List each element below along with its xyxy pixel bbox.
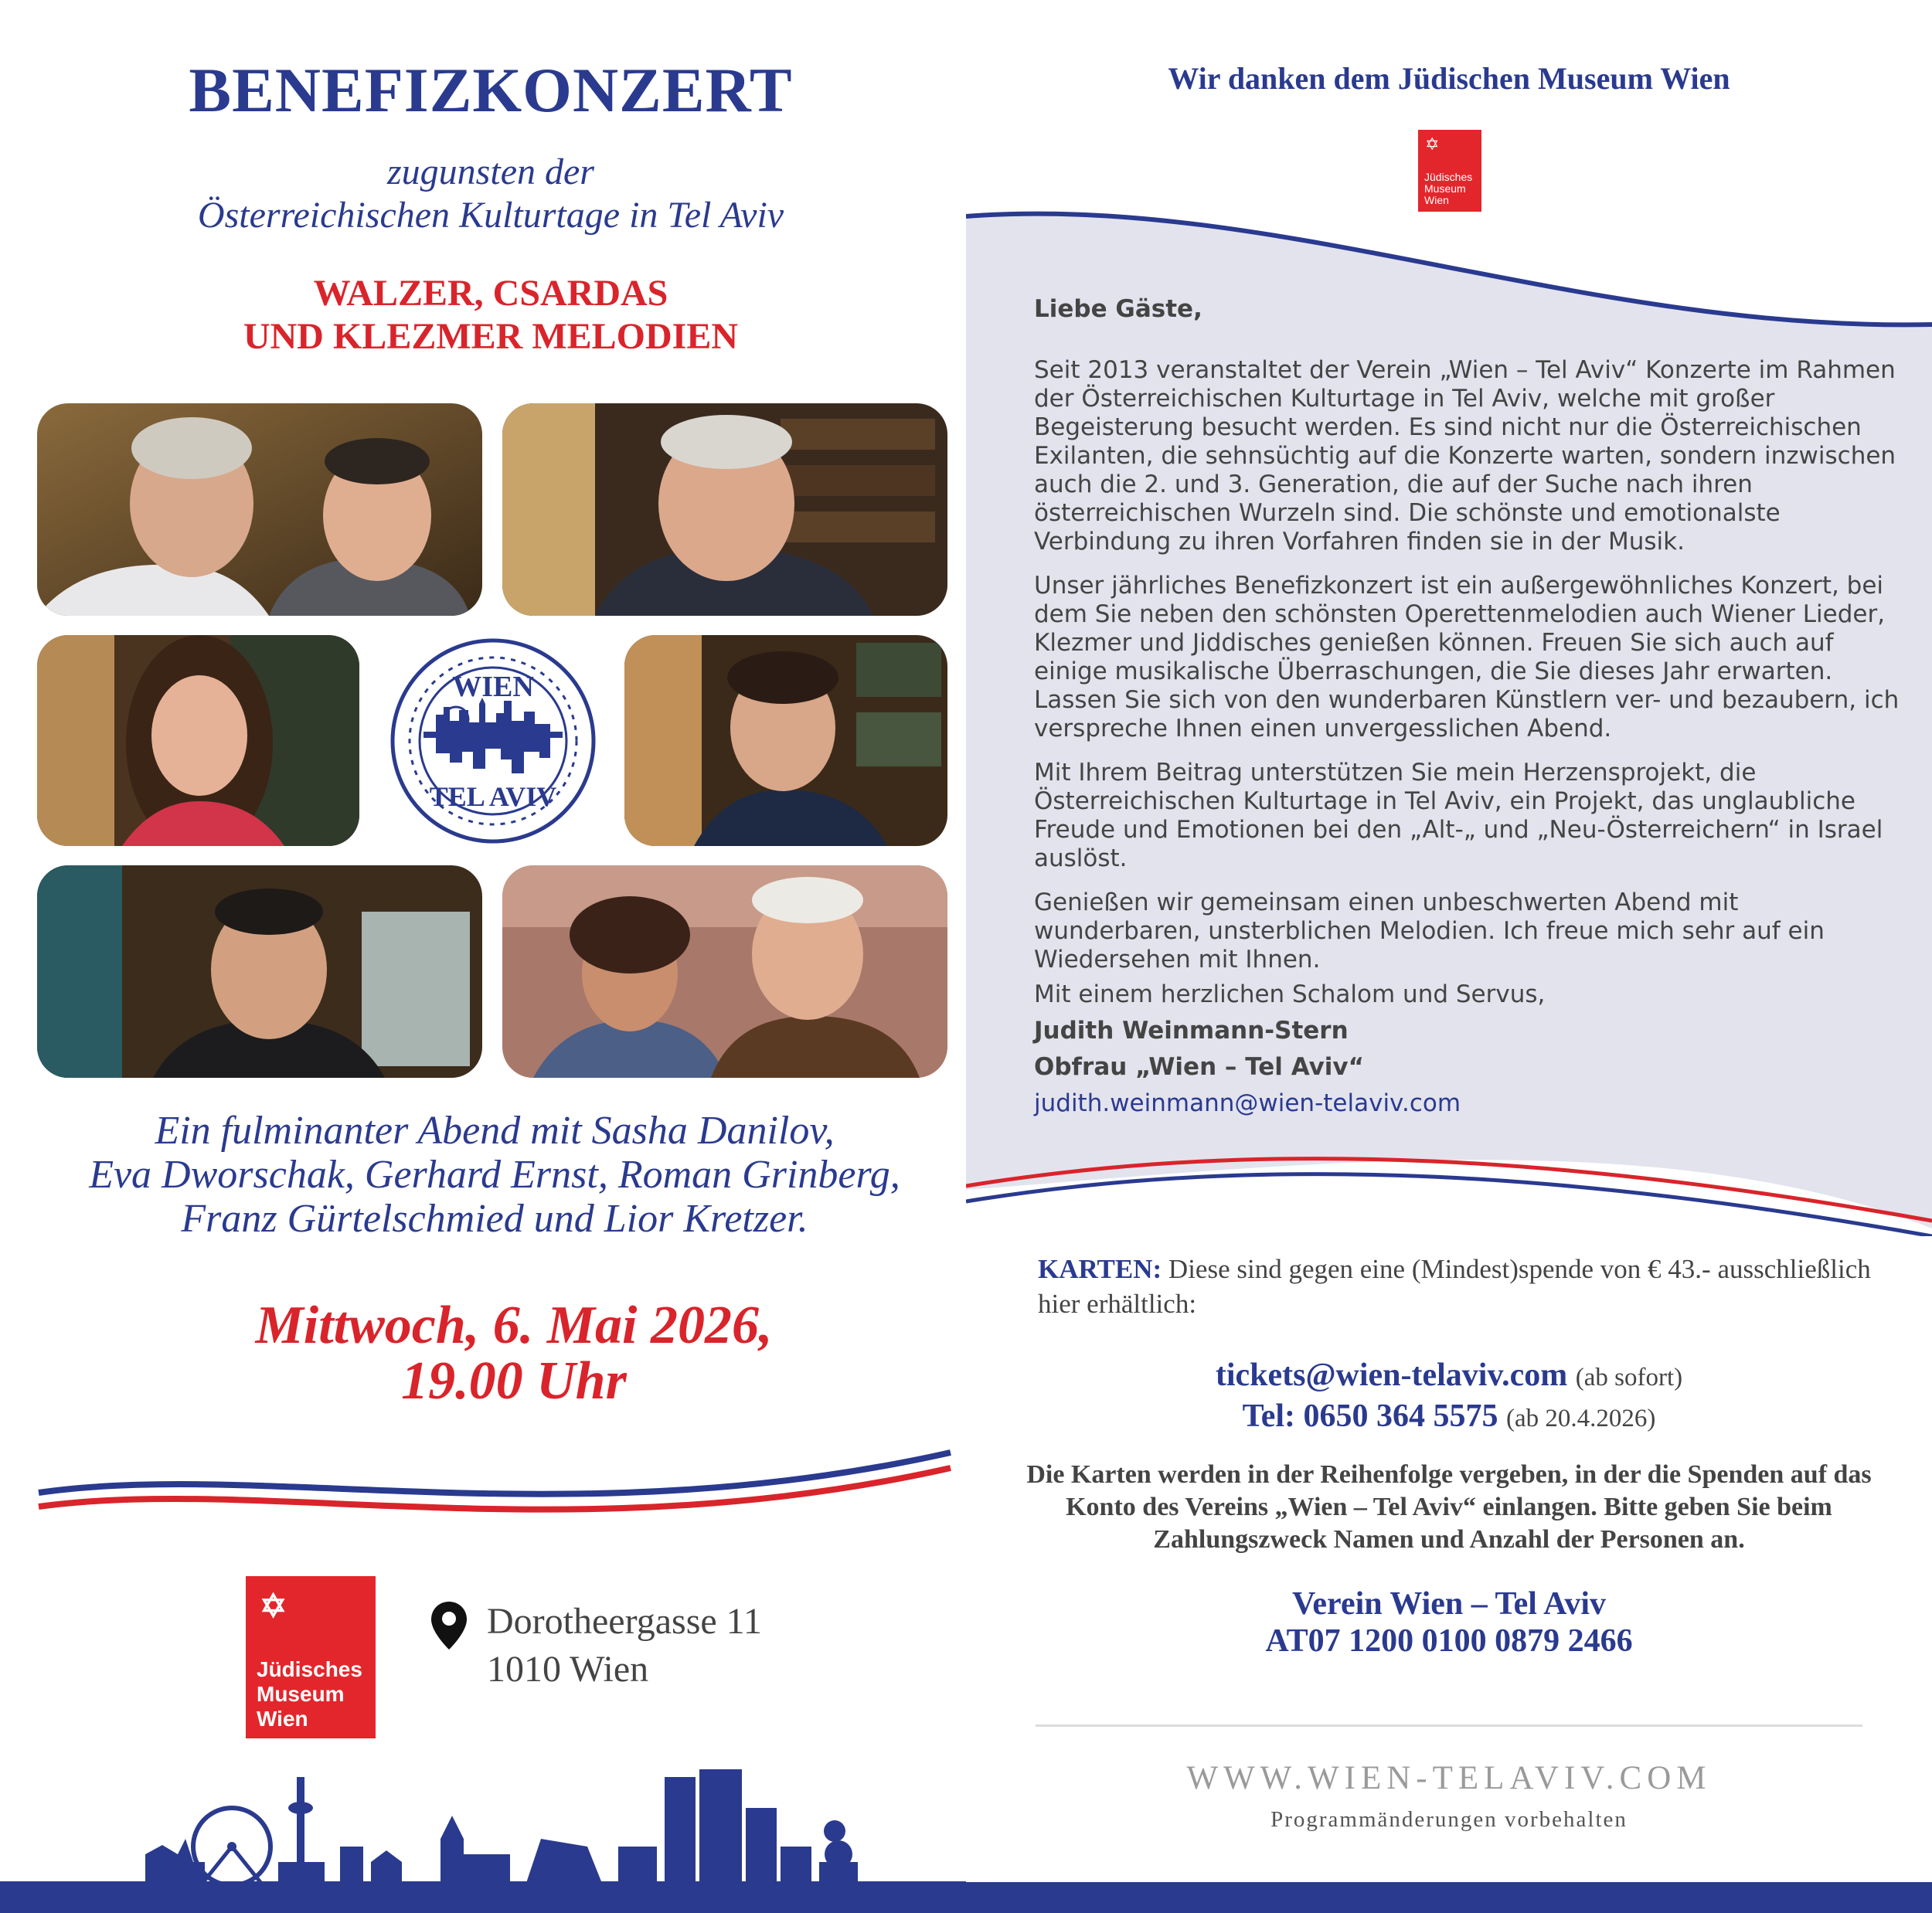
wave-divider-left xyxy=(31,1445,958,1553)
letter-paragraph-1: Seit 2013 veranstaltet der Verein „Wien – Tel Aviv“ Konzerte im Rahmen der Österreichischen Kulturtage in Tel Aviv, welche mit großer Begeisterung besucht werden. Es sind nicht nur die Österreichischen Exilanten, die sehnsüchtig auf die Konzerte warten, sondern inzwischen auch die 2. und 3. Generation, die auf der Suche nach ihren österreichischen Wurzeln sind. Die schönste und emotionalste Verbindung zu ihren Vorfahren finden sie in der Musik. xyxy=(1034,356,1896,556)
tickets-phone-link[interactable]: Tel: 0650 364 5575 xyxy=(1242,1398,1498,1434)
performers-line-3: Franz Gürtelschmied und Lior Kretzer. xyxy=(181,1197,808,1241)
tickets-info xyxy=(1038,1252,1888,1321)
juedisches-museum-logo xyxy=(246,1576,376,1738)
tickets-label: KARTEN: xyxy=(1038,1254,1162,1284)
concert-subtitle xyxy=(0,151,981,237)
tickets-text: Diese sind gegen eine (Mindest)spende von € 43.- ausschließlich hier erhältlich: xyxy=(1038,1254,1871,1319)
letter-email-link[interactable]: judith.weinmann@wien-telaviv.com xyxy=(1034,1089,1461,1117)
address-street: Dorotheergasse 11 xyxy=(487,1601,762,1642)
performers-line-2: Eva Dworschak, Gerhard Ernst, Roman Grinberg, xyxy=(89,1153,900,1197)
wien-telaviv-stamp xyxy=(388,636,598,846)
subtitle-line-1: zugunsten der xyxy=(387,151,594,192)
juedisches-museum-logo-small xyxy=(1418,130,1481,212)
ticket-contacts xyxy=(966,1356,1932,1438)
ticket-process-text: Die Karten werden in der Reihenfolge vergeben, in der die Spenden auf das Konto des Vereins „Wien – Tel Aviv“ einlangen. Bitte geben Sie beim Zahlungszweck Namen und Anzahl der Personen an. xyxy=(1026,1460,1872,1554)
letter-closing: Mit einem herzlichen Schalom und Servus, xyxy=(1034,980,1546,1008)
performers-text xyxy=(31,1109,958,1241)
event-datetime xyxy=(0,1298,1028,1409)
tickets-phone-note: (ab 20.4.2026) xyxy=(1506,1405,1656,1432)
letter-signer: Judith Weinmann-Stern xyxy=(1034,1017,1349,1045)
bottom-band xyxy=(0,1882,1932,1913)
stamp-text-wien: WIEN xyxy=(452,671,534,703)
star-of-david-icon: ✡ xyxy=(260,1588,287,1624)
stamp-text-telaviv: TEL AVIV xyxy=(429,781,557,812)
welcome-letter xyxy=(1034,295,1907,1126)
program-disclaimer: Programmänderungen vorbehalten xyxy=(1270,1807,1628,1832)
bank-details xyxy=(966,1585,1932,1660)
photo-couple xyxy=(502,865,947,1078)
bank-iban: AT07 1200 0100 0879 2466 xyxy=(1265,1623,1633,1659)
photo-young-man-suit xyxy=(624,635,947,846)
website-link[interactable]: WWW.WIEN-TELAVIV.COM xyxy=(1186,1760,1712,1796)
tickets-email-note: (ab sofort) xyxy=(1575,1364,1683,1391)
performers-line-1: Ein fulminanter Abend mit Sasha Danilov, xyxy=(155,1109,835,1153)
venue-address xyxy=(487,1598,762,1694)
address-city: 1010 Wien xyxy=(487,1649,649,1690)
footer-divider xyxy=(1036,1724,1862,1727)
photo-man-bookshelf xyxy=(37,865,482,1078)
program-line-1: WALZER, CSARDAS xyxy=(313,273,668,314)
thanks-heading: Wir danken dem Jüdischen Museum Wien xyxy=(1168,61,1730,96)
letter-paragraph-2: Unser jährliches Benefizkonzert ist ein außergewöhnliches Konzert, bei dem Sie neben den schönsten Operettenmelodien auch Wiener Lieder, Klezmer und Jiddisches genießen können. Freuen Sie sich auch auf einige musikalische Überraschungen, die Sie dieses Jahr erwarten. Lassen Sie sich von den wunderbaren Künstlern ver- und bezaubern, ich verspreche Ihnen einen unvergesslichen Abend. xyxy=(1034,572,1900,742)
logo-small-line-2: Museum xyxy=(1424,182,1466,195)
logo-small-line-1: Jüdisches xyxy=(1424,171,1473,183)
bank-account-name: Verein Wien – Tel Aviv xyxy=(1291,1586,1607,1622)
logo-line-1: Jüdisches xyxy=(257,1657,362,1681)
letter-signer-role: Obfrau „Wien – Tel Aviv“ xyxy=(1034,1053,1364,1081)
logo-small-line-3: Wien xyxy=(1424,194,1449,206)
photo-older-man-library xyxy=(502,403,947,616)
program-heading xyxy=(0,272,981,358)
logo-line-3: Wien xyxy=(257,1707,308,1731)
location-pin-icon xyxy=(431,1602,467,1650)
concert-title: BENEFIZKONZERT xyxy=(189,55,793,125)
letter-paragraph-3: Mit Ihrem Beitrag unterstützen Sie mein Herzensprojekt, die Österreichischen Kulturtage in Tel Aviv, ein Projekt, das unglaubliche Freude und Emotionen bei den „Alt-„ und „Neu-Österreichern“ in Israel auslöst. xyxy=(1034,759,1883,872)
event-date: Mittwoch, 6. Mai 2026, xyxy=(255,1296,773,1355)
photo-female-singer xyxy=(37,635,359,846)
logo-line-2: Museum xyxy=(257,1682,345,1706)
program-line-2: UND KLEZMER MELODIEN xyxy=(243,316,739,357)
subtitle-line-2: Österreichischen Kulturtage in Tel Aviv xyxy=(197,195,784,236)
event-time: 19.00 Uhr xyxy=(401,1351,627,1411)
letter-paragraph-4: Genießen wir gemeinsam einen unbeschwerten Abend mit wunderbaren, unsterblichen Melodien. Ich freue mich sehr auf ein Wiedersehen mit Ihnen. xyxy=(1034,889,1825,973)
letter-greeting: Liebe Gäste, xyxy=(1034,295,1202,323)
star-of-david-icon: ✡ xyxy=(1425,134,1440,154)
photo-two-musicians xyxy=(37,403,482,616)
tickets-email-link[interactable]: tickets@wien-telaviv.com xyxy=(1215,1357,1568,1393)
